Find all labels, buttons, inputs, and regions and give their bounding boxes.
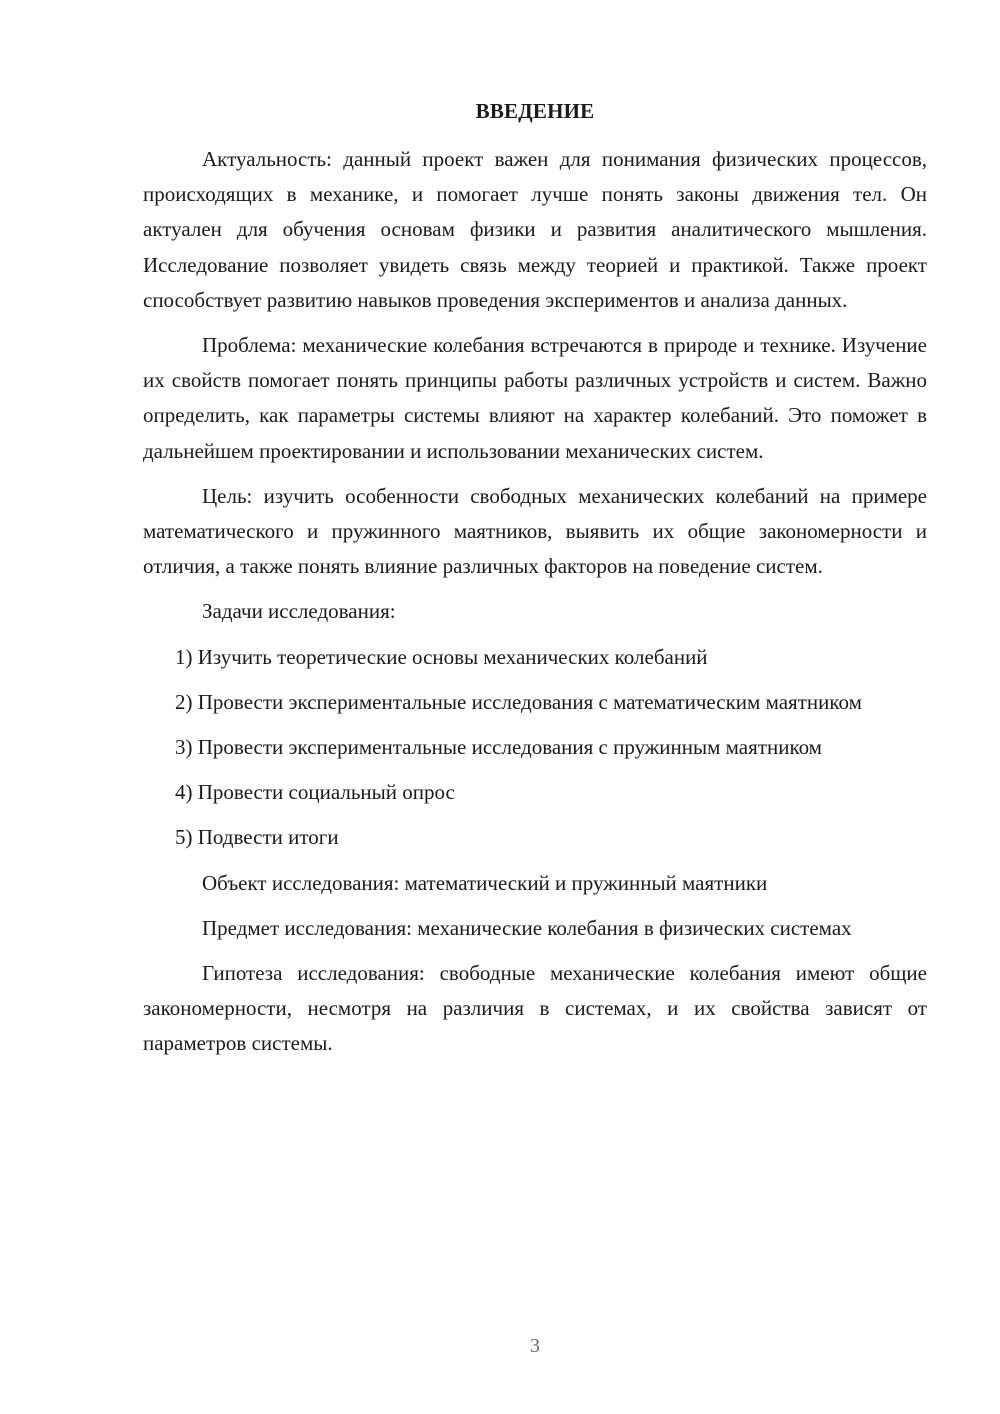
task-item-2: 2) Провести экспериментальные исследования с математическим маятником (175, 689, 862, 714)
page-number: 3 (530, 1335, 540, 1357)
hypothesis-paragraph: Гипотеза исследования: свободные механические колебания имеют общие закономерности, несмотря на различия в системах, и их свойства зависят от параметров системы. (143, 961, 927, 1056)
research-subject-paragraph: Предмет исследования: механические колебания в физических системах (202, 915, 852, 940)
document-page (143, 0, 927, 1414)
page-title: ВВЕДЕНИЕ (475, 99, 595, 123)
document-body (143, 142, 927, 1072)
task-item-3: 3) Провести экспериментальные исследования с пружинным маятником (175, 735, 822, 760)
tasks-heading: Задачи исследования: (202, 599, 396, 624)
goal-paragraph: Цель: изучить особенности свободных механических колебаний на примере математического и пружинного маятников, выявить их общие закономерности и отличия, а также понять влияние различных факторов на поведение систем. (143, 483, 927, 579)
research-object-paragraph: Объект исследования: математический и пружинный маятники (202, 870, 768, 895)
problem-paragraph: Проблема: механические колебания встречаются в природе и технике. Изучение их свойств помогает понять принципы работы различных устройств и систем. Важно определить, как параметры системы влияют на характер колебаний. Это поможет в дальнейшем проектировании и использовании механических систем. (143, 333, 927, 463)
task-item-4: 4) Провести социальный опрос (175, 780, 455, 805)
task-item-5: 5) Подвести итоги (175, 825, 339, 850)
task-item-1: 1) Изучить теоретические основы механических колебаний (175, 644, 708, 669)
relevance-paragraph: Актуальность: данный проект важен для понимания физических процессов, происходящих в механике, и помогает лучше понять законы движения тел. Он актуален для обучения основам физики и развития аналитического мышления. Исследование позволяет увидеть связь между теорией и практикой. Также проект способствует развитию навыков проведения экспериментов и анализа данных. (143, 147, 927, 312)
